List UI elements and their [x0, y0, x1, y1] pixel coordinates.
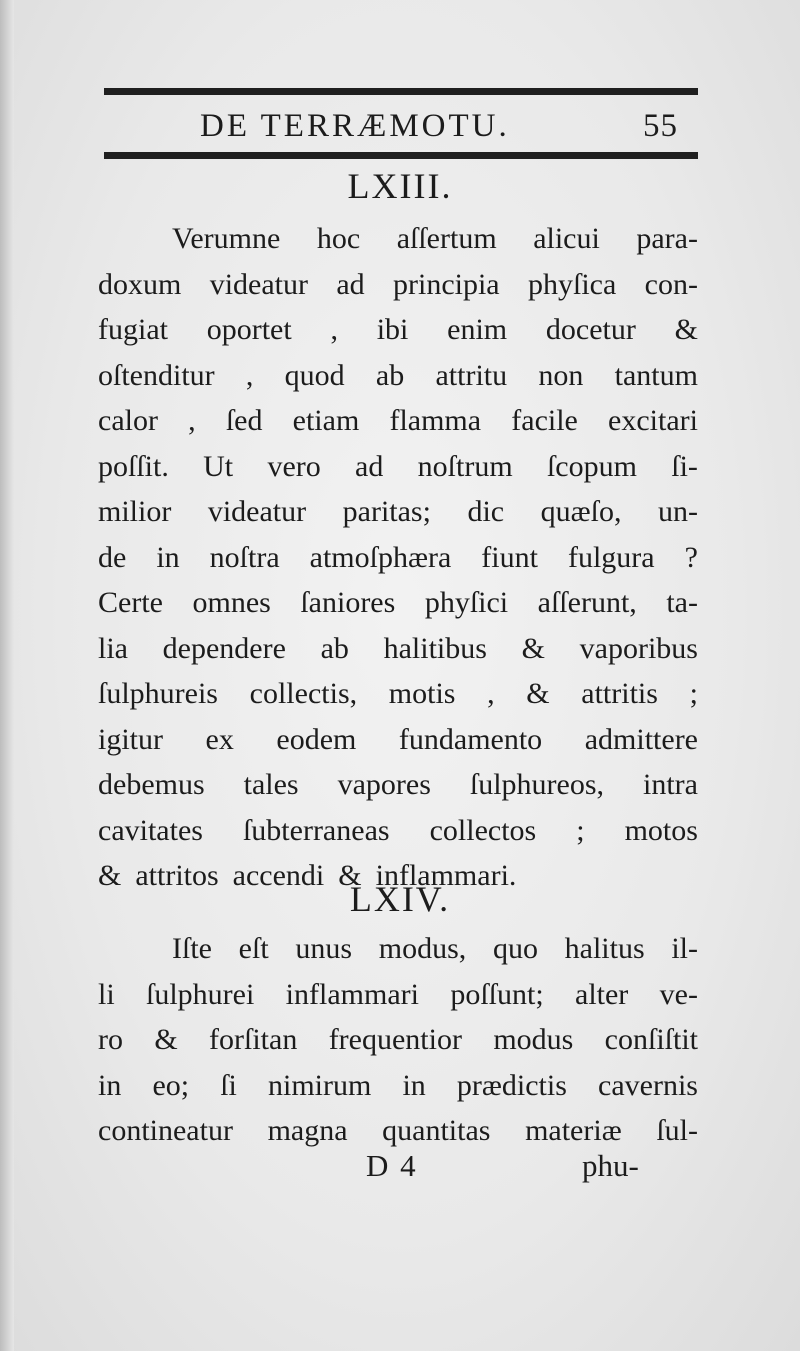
word: ,	[245, 358, 254, 392]
word: forſitan	[209, 1023, 298, 1056]
word: dependere	[162, 631, 286, 665]
word: ta-	[666, 586, 698, 619]
word: ſulphureos,	[469, 768, 605, 801]
section-body-lxiii	[98, 216, 698, 899]
word: ,	[188, 404, 196, 437]
word: ve-	[659, 977, 698, 1011]
catchword: phu-	[582, 1148, 639, 1183]
header-rule-top	[104, 88, 698, 95]
word: &	[338, 859, 362, 892]
word: ſi	[220, 1068, 237, 1102]
word: eo;	[152, 1068, 190, 1102]
text-line	[98, 353, 698, 399]
text-line	[98, 926, 698, 972]
text-line	[98, 489, 698, 535]
text-line	[98, 1063, 698, 1109]
word: eodem	[276, 722, 357, 756]
word: quantitas	[382, 1114, 491, 1147]
word: non	[538, 358, 584, 392]
word: modus	[493, 1023, 574, 1056]
word: noſtrum	[417, 449, 513, 483]
word: ro	[98, 1023, 123, 1056]
word: ,	[487, 677, 495, 710]
word: quo	[492, 932, 538, 965]
word: ſubterraneas	[242, 813, 390, 847]
word: omnes	[192, 586, 271, 619]
word: doxum	[98, 267, 182, 301]
text-line	[98, 717, 698, 763]
word: prædictis	[456, 1068, 567, 1102]
word: unus	[295, 932, 353, 965]
word: motos	[624, 813, 698, 847]
word: Ut	[203, 449, 234, 483]
running-head: DE TERRÆMOTU.	[200, 108, 510, 144]
word: poſſit.	[98, 449, 169, 483]
word: debemus	[98, 768, 205, 801]
word: &	[674, 313, 698, 346]
word: ibi	[376, 313, 409, 346]
word: modus,	[378, 932, 467, 965]
signature-mark: D 4	[366, 1148, 418, 1183]
text-line	[98, 216, 698, 262]
word: phyſici	[424, 586, 509, 619]
word: vaporibus	[579, 631, 698, 665]
word: attritis	[581, 677, 658, 710]
word: motis	[388, 677, 456, 710]
word: ſulphureis	[98, 677, 218, 710]
text-line	[98, 580, 698, 626]
word: phyſica	[527, 267, 617, 301]
text-line	[98, 626, 698, 672]
word: il-	[671, 932, 698, 965]
page-header	[104, 100, 698, 150]
word: un-	[657, 495, 698, 528]
word: oportet	[206, 313, 292, 346]
word: ,	[330, 313, 338, 346]
word: admittere	[584, 722, 698, 756]
word: dic	[467, 495, 505, 528]
word: fundamento	[398, 722, 543, 756]
word: in	[98, 1068, 122, 1102]
word: calor	[98, 404, 158, 437]
word: eſt	[238, 932, 269, 965]
word: attritos	[135, 859, 219, 892]
word: nimirum	[268, 1068, 372, 1102]
word: flamma	[389, 404, 482, 437]
word: ;	[689, 677, 698, 710]
word: ſul-	[656, 1114, 698, 1147]
text-line	[98, 671, 698, 717]
word: vero	[267, 449, 321, 483]
word: in	[156, 540, 180, 574]
word: alter	[575, 977, 629, 1011]
word: collectis,	[249, 677, 358, 710]
text-line	[98, 1017, 698, 1063]
word: &	[526, 677, 550, 710]
word: &	[154, 1023, 178, 1056]
word: ad	[336, 267, 365, 301]
word: intra	[643, 768, 698, 801]
word: fugiat	[98, 313, 168, 346]
word: in	[402, 1068, 426, 1102]
word: ſaniores	[300, 586, 396, 619]
word: halitus	[564, 932, 645, 965]
word: ab	[375, 358, 405, 392]
word: quod	[284, 358, 345, 392]
word: Verumne	[172, 222, 281, 255]
word: conſiſtit	[604, 1023, 698, 1056]
word: magna	[267, 1114, 348, 1147]
page-number: 55	[643, 108, 678, 144]
text-line	[98, 535, 698, 581]
word: atmoſphæra	[309, 540, 452, 574]
word: etiam	[292, 404, 360, 437]
word: frequentior	[328, 1023, 462, 1056]
word: aſſertum	[396, 222, 497, 255]
word: ſcopum	[546, 449, 637, 483]
word: facile	[511, 404, 578, 437]
word: ex	[205, 722, 234, 756]
word: milior	[98, 495, 172, 528]
word: attritu	[435, 358, 508, 392]
word: ſi-	[671, 449, 698, 483]
section-body-lxiv	[98, 926, 698, 1154]
word: ad	[355, 449, 384, 483]
word: principia	[393, 267, 500, 301]
word: ſulphurei	[146, 977, 255, 1011]
word: tantum	[614, 358, 698, 392]
word: inflammari	[285, 977, 419, 1011]
word: alicui	[533, 222, 600, 255]
word: &	[521, 631, 545, 665]
word: materiæ	[525, 1114, 622, 1147]
text-line	[98, 307, 698, 353]
word: fiunt	[481, 540, 538, 574]
text-line	[98, 444, 698, 490]
word: excitari	[608, 404, 698, 437]
word: cavitates	[98, 813, 203, 847]
word: ?	[684, 540, 698, 574]
word: fulgura	[567, 540, 655, 574]
word: aſſerunt,	[537, 586, 637, 619]
text-line	[98, 1108, 698, 1154]
text-line	[98, 972, 698, 1018]
text-line	[98, 398, 698, 444]
word: noſtra	[209, 540, 280, 574]
section-heading-lxiii: LXIII.	[347, 166, 453, 206]
word: inflammari.	[375, 859, 517, 892]
text-line	[98, 762, 698, 808]
word: videatur	[207, 495, 307, 528]
word: paritas;	[342, 495, 431, 528]
word: accendi	[232, 859, 325, 892]
text-line	[98, 262, 698, 308]
word: quæſo,	[540, 495, 622, 528]
word: cavernis	[598, 1068, 698, 1102]
word: ;	[576, 813, 585, 847]
text-line	[98, 808, 698, 854]
section-heading-lxiv: LXIV.	[349, 879, 451, 919]
word: contineatur	[98, 1114, 233, 1147]
word: para-	[636, 222, 698, 255]
word: lia	[98, 631, 128, 665]
word: Iſte	[172, 932, 212, 965]
word: Certe	[98, 586, 163, 619]
word: videatur	[209, 267, 308, 301]
word: collectos	[429, 813, 537, 847]
word: oſtenditur	[98, 358, 215, 392]
word: igitur	[98, 722, 163, 756]
word: ab	[320, 631, 349, 665]
word: tales	[243, 768, 299, 801]
word: halitibus	[383, 631, 487, 665]
word: de	[98, 540, 127, 574]
word: enim	[447, 313, 508, 346]
word: ſed	[225, 404, 263, 437]
word: docetur	[545, 313, 636, 346]
header-rule-bottom	[104, 152, 698, 159]
word: poſſunt;	[450, 977, 544, 1011]
word: &	[98, 859, 122, 892]
word: vapores	[337, 768, 431, 801]
word: hoc	[316, 222, 361, 255]
word: li	[98, 977, 115, 1011]
word: con-	[644, 267, 698, 301]
